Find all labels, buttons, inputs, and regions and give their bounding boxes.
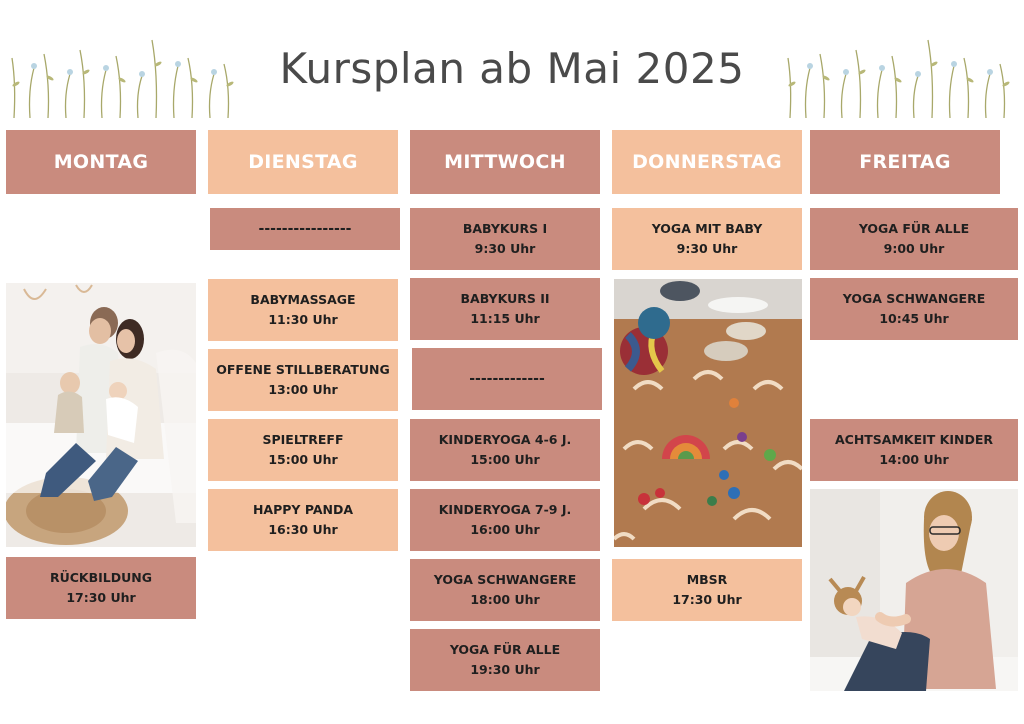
course-time: 13:00 Uhr [268,382,338,397]
page-title: Kursplan ab Mai 2025 [279,44,745,93]
course-name: SPIELTREFF [262,432,344,447]
course-mbsr [612,559,802,621]
course-offene-stillberatung [208,349,398,411]
course-babykurs-1 [410,208,600,270]
course-time: 11:15 Uhr [470,311,540,326]
course-time: 16:30 Uhr [268,522,338,537]
course-spieltreff [208,419,398,481]
placeholder-dashes: ------------- [469,371,545,387]
course-time: 11:30 Uhr [268,312,338,327]
playmat-toys-photo [614,279,802,547]
course-yoga-fuer-alle [410,629,600,691]
course-name: BABYKURS I [462,221,548,236]
course-happy-panda [208,489,398,551]
course-name: YOGA MIT BABY [651,221,763,236]
empty-slot-placeholder [412,348,602,410]
course-yoga-schwangere [410,559,600,621]
course-kinderyoga-4-6 [410,419,600,481]
day-header-wednesday: MITTWOCH [410,130,600,194]
flower-decoration-right [780,34,1020,120]
course-name: HAPPY PANDA [252,502,354,517]
course-time: 9:30 Uhr [676,241,738,256]
course-time: 9:00 Uhr [883,241,945,256]
course-time: 15:00 Uhr [470,452,540,467]
course-name: BABYMASSAGE [250,292,356,307]
empty-slot-placeholder [210,208,400,250]
course-name: YOGA SCHWANGERE [433,572,577,587]
placeholder-dashes: ---------------- [258,221,352,237]
course-achtsamkeit-kinder [810,419,1018,481]
course-kinderyoga-7-9 [410,489,600,551]
course-time: 15:00 Uhr [268,452,338,467]
course-yoga-fuer-alle-friday [810,208,1018,270]
course-babykurs-2 [410,278,600,340]
course-time: 16:00 Uhr [470,522,540,537]
course-time: 9:30 Uhr [474,241,536,256]
course-name: YOGA SCHWANGERE [842,291,986,306]
day-header-friday: FREITAG [810,130,1000,194]
course-name: BABYKURS II [460,291,550,306]
day-header-thursday: DONNERSTAG [612,130,802,194]
course-time: 10:45 Uhr [879,311,949,326]
course-time: 17:30 Uhr [66,590,136,605]
course-time: 14:00 Uhr [879,452,949,467]
woman-with-doll-photo [810,489,1018,691]
course-name: ACHTSAMKEIT KINDER [834,432,994,447]
course-time: 19:30 Uhr [470,662,540,677]
course-name: YOGA FÜR ALLE [449,642,561,657]
day-header-monday: MONTAG [6,130,196,194]
course-name: YOGA FÜR ALLE [858,221,970,236]
course-rueckbildung [6,557,196,619]
course-time: 17:30 Uhr [672,592,742,607]
course-name: KINDERYOGA 7-9 J. [438,502,572,517]
flower-decoration-left [4,34,244,120]
course-babymassage [208,279,398,341]
course-name: RÜCKBILDUNG [49,570,153,585]
course-name: KINDERYOGA 4-6 J. [438,432,572,447]
day-header-tuesday: DIENSTAG [208,130,398,194]
course-time: 18:00 Uhr [470,592,540,607]
course-yoga-schwangere-friday [810,278,1018,340]
course-name: MBSR [686,572,728,587]
course-yoga-mit-baby [612,208,802,270]
course-name: OFFENE STILLBERATUNG [216,362,390,377]
family-photo [6,283,196,547]
